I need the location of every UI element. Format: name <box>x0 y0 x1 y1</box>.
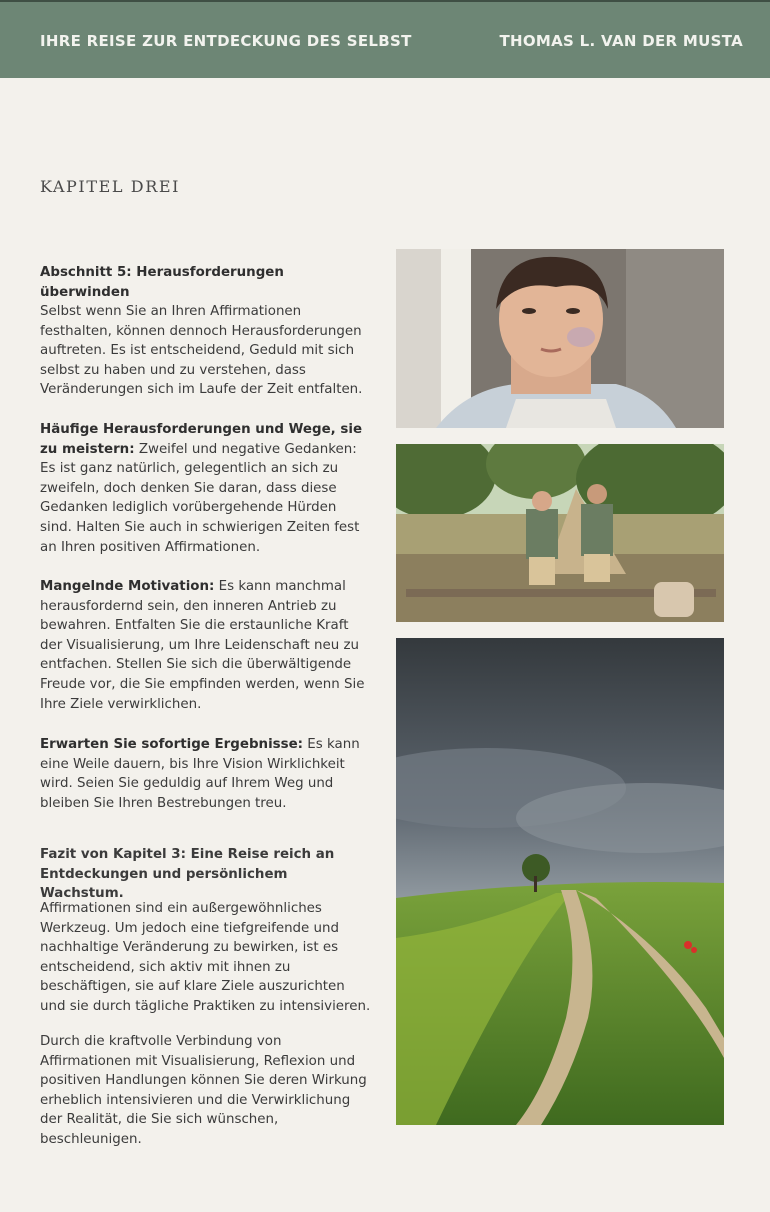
intro-paragraph: Selbst wenn Sie an Ihren Affirmationen festhalten, können dennoch Herausforderungen auftreten. Es ist entscheidend, Geduld mit sich selbst zu haben und zu verstehen, dass Veränderungen sich im Laufe der Zeit entfalten. <box>40 304 363 398</box>
motivation-paragraph: Mangelnde Motivation: Es kann manchmal herausfordernd sein, den inneren Antrieb zu bewahren. Entfalten Sie die erstaunliche Kraft der Visualisierung, um Ihre Leidenschaft neu zu entfachen. Stellen Sie sich die überwältigende Freude vor, die Sie empfinden werden, wenn Sie Ihre Ziele verwirklichen. <box>40 579 365 712</box>
scouts-photo <box>396 444 724 622</box>
common-challenges-label: Häufige Herausforderungen und Wege, sie zu meistern: <box>40 422 363 457</box>
motivation-label: Mangelnde Motivation: <box>40 579 215 594</box>
portrait-photo <box>396 249 724 428</box>
expectations-paragraph: Erwarten Sie sofortige Ergebnisse: Es kann eine Weile dauern, bis Ihre Vision Wirklichkeit wird. Seien Sie geduldig auf Ihrem Weg und bleiben Sie Ihren Bestrebungen treu. <box>40 737 360 811</box>
common-challenges-paragraph: Häufige Herausforderungen und Wege, sie zu meistern: Zweifel und negative Gedanken: Es ist ganz natürlich, gelegentlich an sich zu zweifeln, doch denken Sie daran, dass diese Gedanken lediglich vorübergehende Hürden sind. Halten Sie auch in schwierigen Zeiten fest an Ihren positiven Affirmationen. <box>40 422 363 555</box>
meadow-path-photo <box>396 638 724 1125</box>
conclusion-paragraph-2: Durch die kraftvolle Verbindung von Affirmationen mit Visualisierung, Reflexion und positiven Handlungen können Sie deren Wirkung erheblich intensivieren und die Verwirklichung der Realität, die Sie sich wünschen, beschleunigen. <box>40 1034 367 1147</box>
book-title: IHRE REISE ZUR ENTDECKUNG DES SELBST <box>40 32 412 50</box>
section-heading: Abschnitt 5: Herausforderungen überwinden <box>40 265 284 300</box>
author-name: THOMAS L. VAN DER MUSTA <box>499 32 743 50</box>
page-header <box>0 0 770 78</box>
chapter-title: KAPITEL DREI <box>40 177 181 196</box>
conclusion-heading: Fazit von Kapitel 3: Eine Reise reich an Entdeckungen und persönlichem Wachstum. <box>40 847 335 902</box>
conclusion-paragraph-1: Affirmationen sind ein außergewöhnliches Werkzeug. Um jedoch eine tiefgreifende und nachhaltige Veränderung zu bewirken, ist es entscheidend, sich aktiv mit ihnen zu beschäftigen, sie auf klare Ziele auszurichten und sie durch tägliche Praktiken zu intensivieren. <box>40 901 371 1014</box>
expectations-label: Erwarten Sie sofortige Ergebnisse: <box>40 737 304 752</box>
